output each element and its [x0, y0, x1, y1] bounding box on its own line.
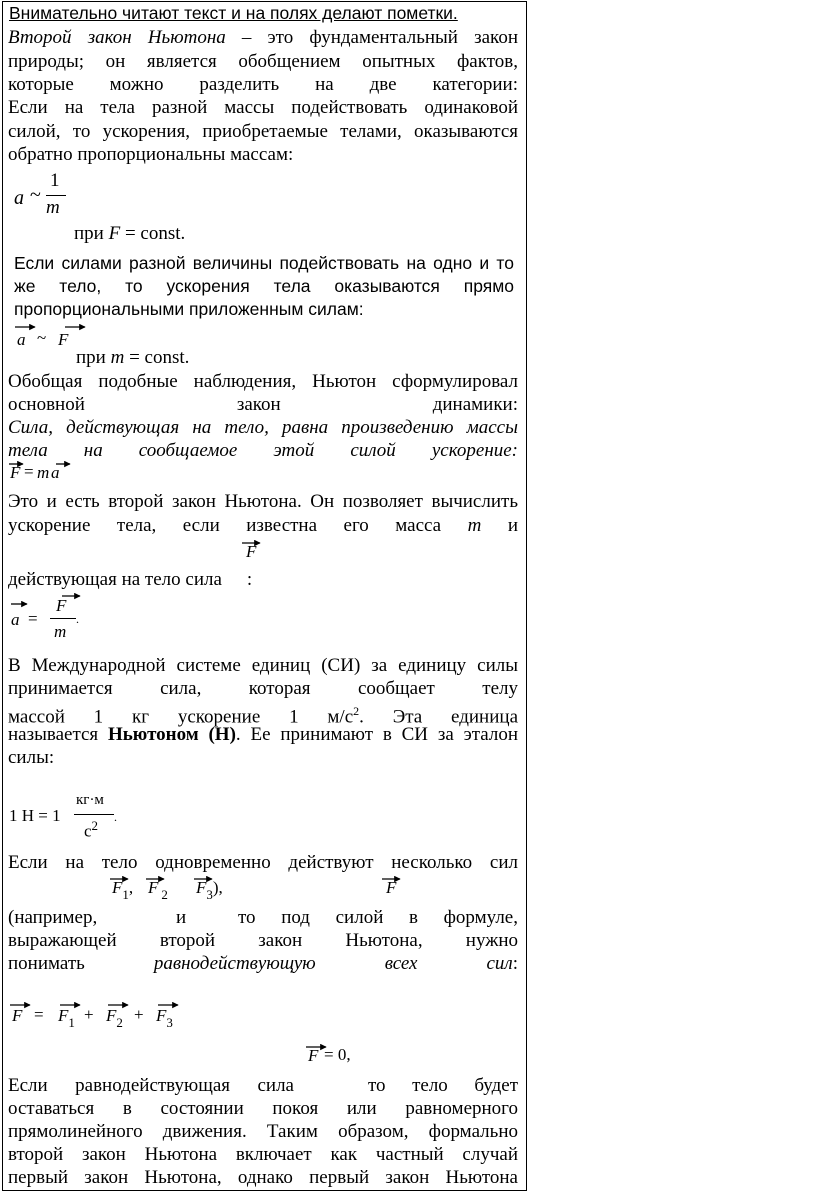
- p6-line2: (например,: [8, 907, 98, 928]
- formula-1-condition: при F = const.: [74, 223, 186, 244]
- p6-line2-and: и: [176, 907, 187, 928]
- p7-line1-b: то тело будет: [368, 1075, 518, 1096]
- p1-line5: силой, то ускорения, приобретаемые телами, оказываются: [8, 121, 518, 142]
- p5-line3: массой 1 кг ускорение 1 $м/с^2$. Эта единица: [8, 704, 518, 728]
- p7-line2: оставаться в состоянии покоя или равномерного: [8, 1098, 518, 1119]
- p6-line2-rest: то под силой в формуле,: [238, 907, 518, 928]
- p7-line4: второй закон Ньютона включает как частный случай: [8, 1144, 518, 1165]
- p7-line5: первый закон Ньютона, однако первый закон Ньютона: [8, 1167, 518, 1188]
- p5-line5: силы:: [8, 747, 55, 768]
- p2-line3: пропорциональными приложенным силам:: [14, 299, 364, 319]
- p3-line4: тела на сообщаемое этой силой ускорение:: [8, 440, 518, 461]
- p6-line4: понимать равнодействующую всех сил:: [8, 953, 518, 974]
- p2-line1: Если силами разной величины подействовать на одно и то: [14, 253, 514, 273]
- p1-line1: Второй закон Ньютона – это фундаментальный закон: [8, 27, 518, 48]
- formula-2-condition: при m = const.: [76, 347, 190, 368]
- p7-line3: прямолинейного движения. Таким образом, формально: [8, 1121, 518, 1142]
- p6-line3: выражающей второй закон Ньютона, нужно: [8, 930, 518, 951]
- p4-line1: Это и есть второй закон Ньютона. Он позволяет вычислить: [8, 491, 518, 512]
- p1-line6: обратно пропорциональны массам:: [8, 144, 294, 165]
- p7-line1-a: Если равнодействующая сила: [8, 1075, 294, 1096]
- p1-line4: Если на тела разной массы подействовать одинаковой: [8, 97, 518, 118]
- p3-line1: Обобщая подобные наблюдения, Ньютон сформулировал: [8, 371, 518, 392]
- p4-line3: действующая на тело сила :: [8, 569, 253, 590]
- p5-line2: принимается сила, которая сообщает телу: [8, 678, 518, 699]
- p5-line1: В Международной системе единиц (СИ) за единицу силы: [8, 655, 518, 676]
- p4-line2: ускорение тела, если известна его масса m и: [8, 515, 518, 536]
- p2-line2: же тело, то ускорения тела оказываются прямо: [14, 276, 514, 296]
- p5-line4: называется Ньютоном (Н). Ее принимают в СИ за эталон: [8, 724, 519, 745]
- header-instruction: Внимательно читают текст и на полях делают пометки.: [9, 3, 458, 23]
- p1-line2: природы; он является обобщением опытных фактов,: [8, 51, 518, 72]
- p1-line3: которые можно разделить на две категории:: [8, 74, 518, 95]
- p3-line3: Сила, действующая на тело, равна произведению массы: [8, 417, 518, 438]
- p6-line1: Если на тело одновременно действуют несколько сил: [8, 852, 518, 873]
- p3-line2: основной закон динамики:: [8, 394, 518, 415]
